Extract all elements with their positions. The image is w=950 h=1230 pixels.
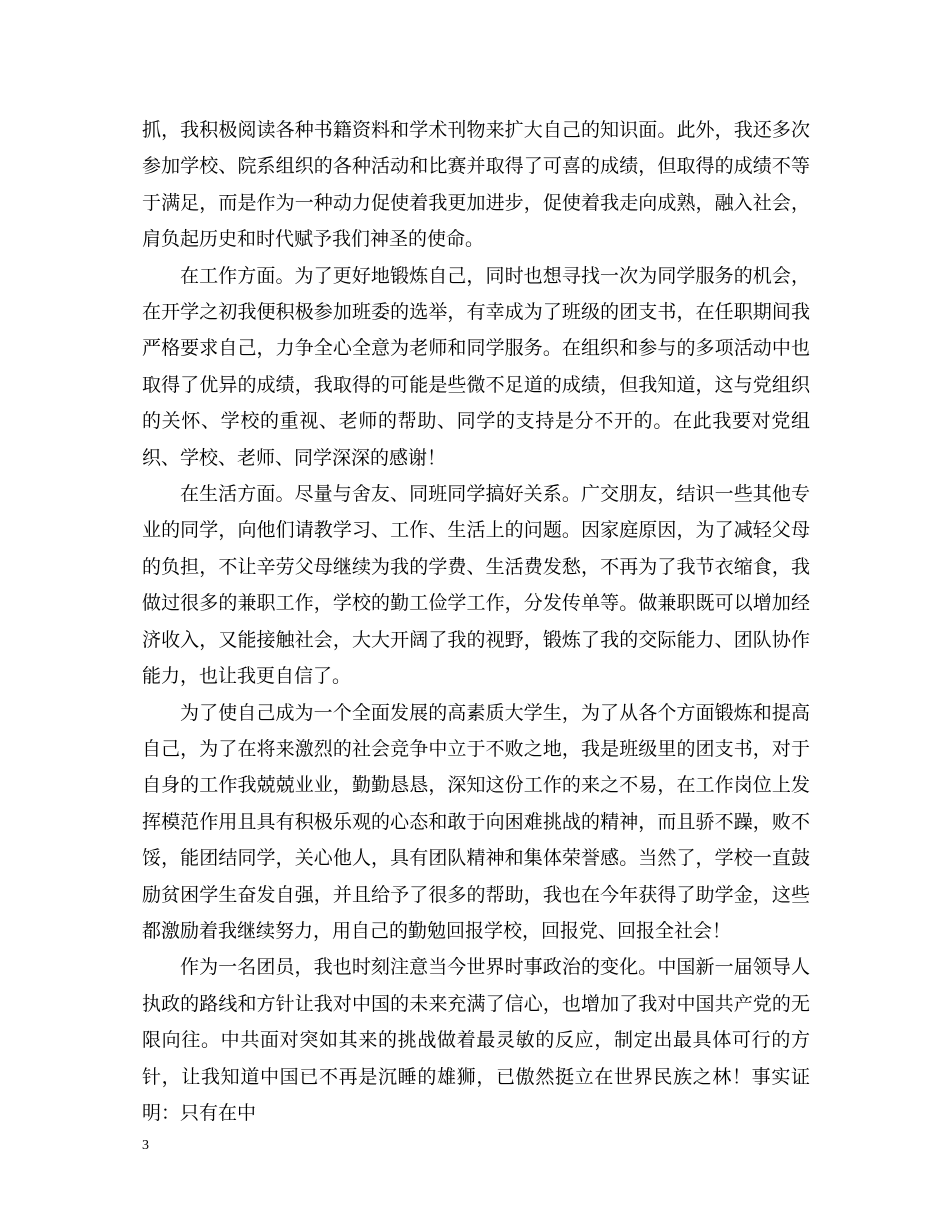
paragraph-development: 为了使自己成为一个全面发展的高素质大学生，为了从各个方面锻炼和提高自己，为了在将来激烈的社会竞争中立于不败之地，我是班级里的团支书，对于自身的工作我兢兢业业，勤勤恳恳，深知这份工作的来之不易，在工作岗位上发挥模范作用且具有积极乐观的心态和敢于向困难挑战的精神，而且骄不躁，败不馁，能团结同学，关心他人，具有团队精神和集体荣誉感。当然了，学校一直鼓励贫困学生奋发自强，并且给予了很多的帮助，我也在今年获得了助学金，这些都激励着我继续努力，用自己的勤勉回报学校，回报党、回报全社会！ bbox=[142, 701, 810, 942]
paragraph-continued: 抓，我积极阅读各种书籍资料和学术刊物来扩大自己的知识面。此外，我还多次参加学校、院系组织的各种活动和比赛并取得了可喜的成绩，但取得的成绩不等于满足，而是作为一种动力促使着我更加进步，促使着我走向成熟，融入社会，肩负起历史和时代赋予我们神圣的使命。 bbox=[142, 119, 810, 251]
paragraph-life: 在生活方面。尽量与舍友、同班同学搞好关系。广交朋友，结识一些其他专业的同学，向他们请教学习、工作、生活上的问题。因家庭原因，为了减轻父母的负担，不让辛劳父母继续为我的学费、生活费发愁，不再为了我节衣缩食，我做过很多的兼职工作，学校的勤工俭学工作，分发传单等。做兼职既可以增加经济收入，又能接触社会，大大开阔了我的视野，锻炼了我的交际能力、团队协作能力，也让我更自信了。 bbox=[142, 483, 810, 688]
body-text bbox=[142, 112, 810, 1131]
paragraph-politics: 作为一名团员，我也时刻注意当今世界时事政治的变化。中国新一届领导人执政的路线和方针让我对中国的未来充满了信心，也增加了我对中国共产党的无限向往。中共面对突如其来的挑战做着最灵敏的反应，制定出最具体可行的方针，让我知道中国已不再是沉睡的雄狮，已傲然挺立在世界民族之林！事实证明：只有在中 bbox=[142, 956, 810, 1124]
paragraph-work: 在工作方面。为了更好地锻炼自己，同时也想寻找一次为同学服务的机会，在开学之初我便积极参加班委的选举，有幸成为了班级的团支书，在任职期间我严格要求自己，力争全心全意为老师和同学服务。在组织和参与的多项活动中也取得了优异的成绩，我取得的可能是些微不足道的成绩，但我知道，这与党组织的关怀、学校的重视、老师的帮助、同学的支持是分不开的。在此我要对党组织、学校、老师、同学深深的感谢！ bbox=[142, 264, 810, 469]
page-number: 3 bbox=[142, 1138, 149, 1153]
